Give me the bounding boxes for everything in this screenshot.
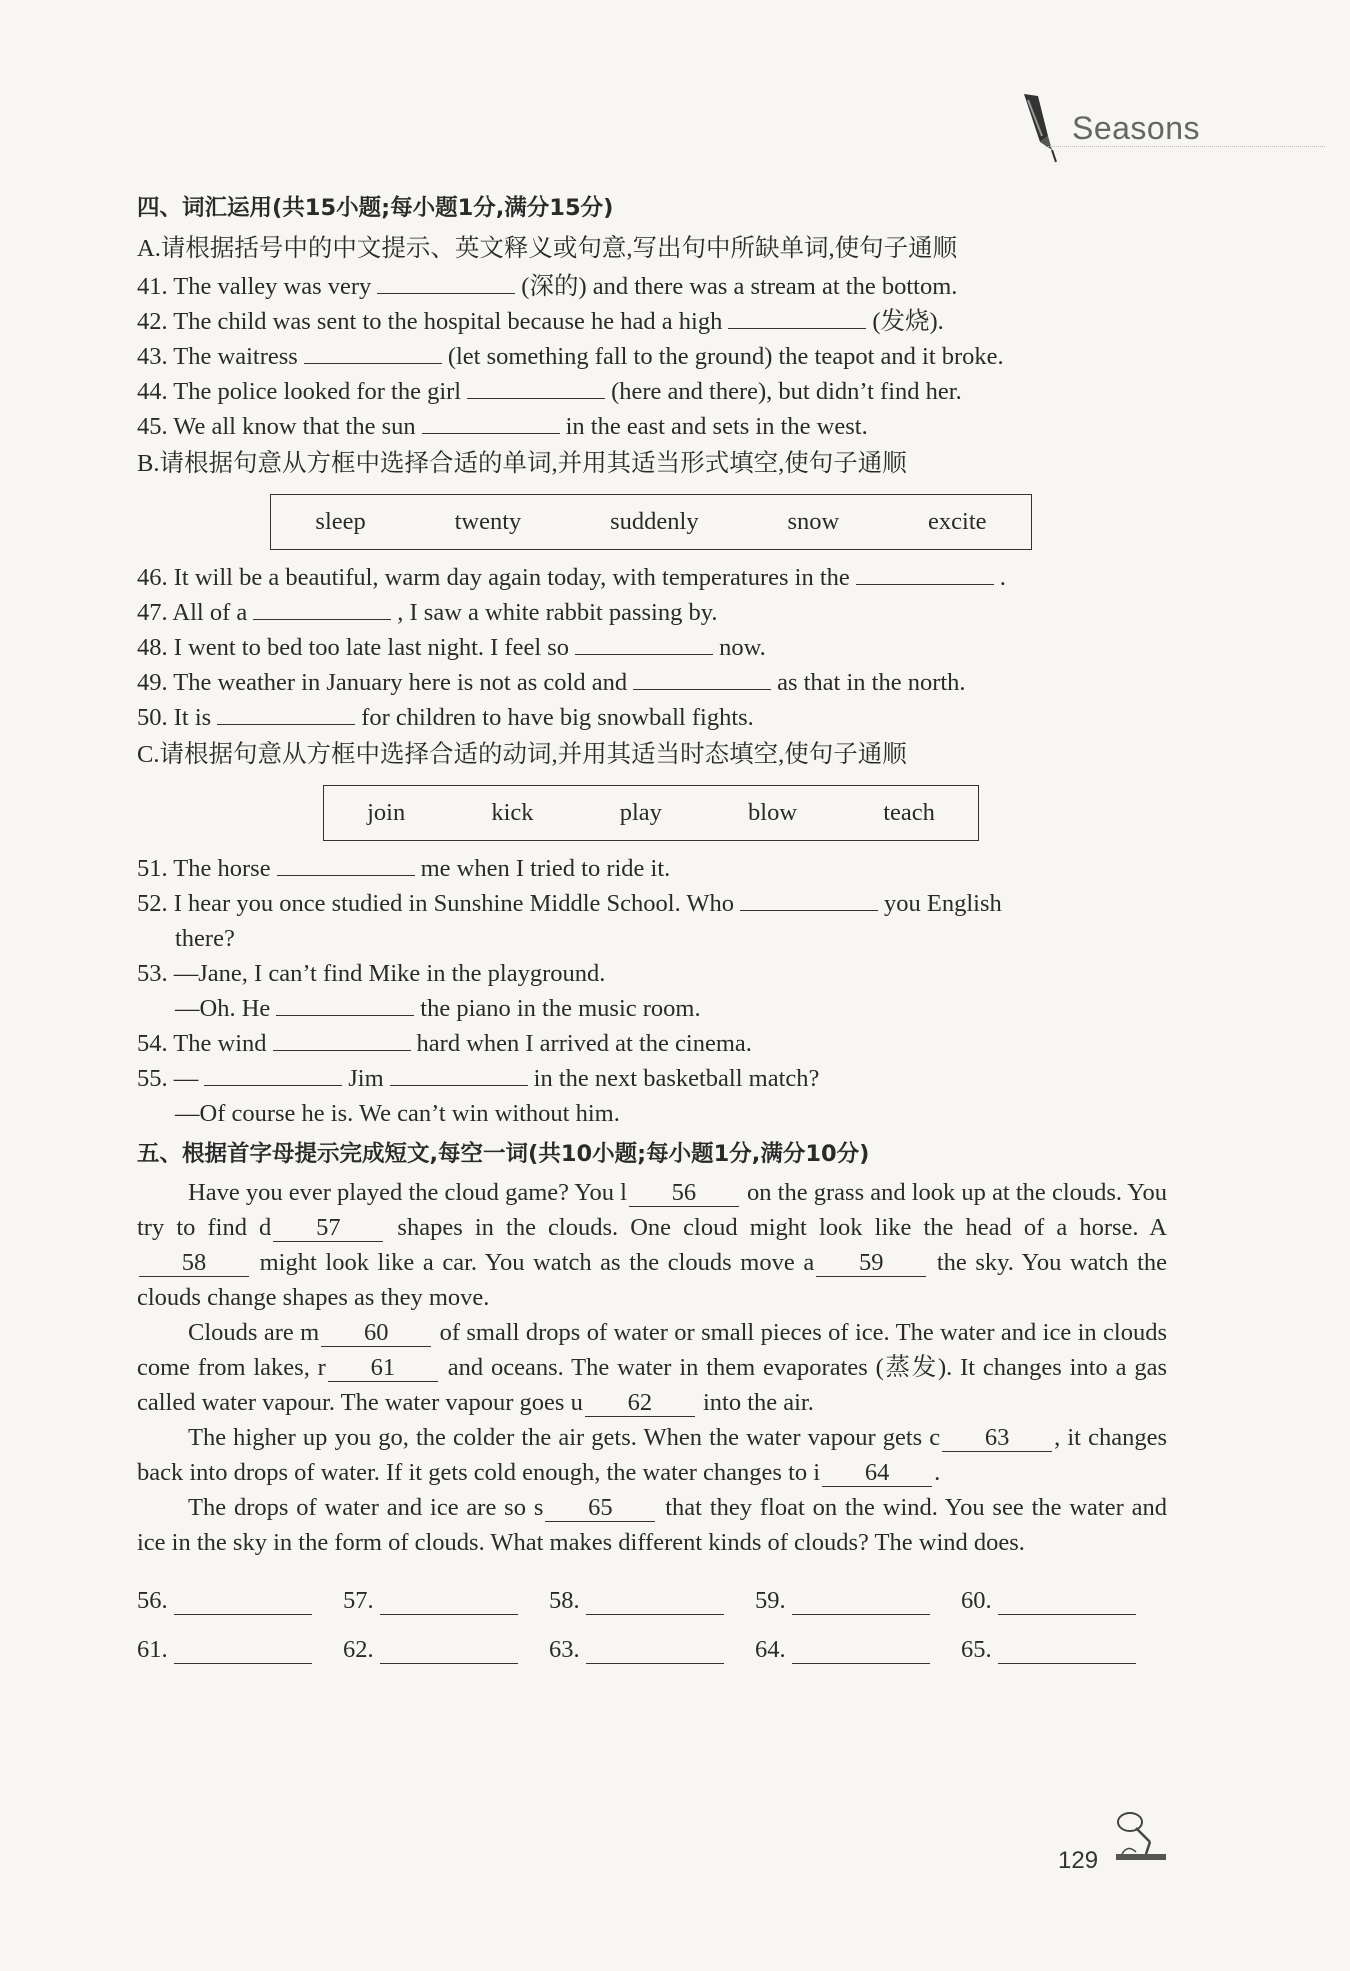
question-53: 53. —Jane, I can’t find Mike in the playground. bbox=[137, 960, 606, 987]
answer-blank[interactable] bbox=[856, 560, 994, 585]
answer-row bbox=[137, 1615, 1167, 1664]
passage-paragraph-2: Clouds are m 60 of small drops of water or small pieces of ice. The water and ice in clouds come from lakes, r 61 and oceans. The water in them evaporates (蒸发). It changes into a gas called water vapour. The water vapour goes u 62 into the air. bbox=[137, 1319, 1168, 1416]
answer-line[interactable] bbox=[998, 1639, 1136, 1664]
question-44: 44. The police looked for the girl (here and there), but didn’t find her. bbox=[137, 374, 1167, 409]
question-41: 41. The valley was very (深的) and there was a stream at the bottom. bbox=[137, 269, 1167, 304]
answer-blank[interactable] bbox=[728, 304, 866, 329]
header-divider bbox=[1045, 146, 1325, 147]
numbered-blank: 58 bbox=[139, 1249, 249, 1277]
word-option: kick bbox=[491, 799, 534, 826]
word-option: twenty bbox=[454, 508, 522, 535]
answer-row bbox=[137, 1566, 1167, 1615]
exercise-content bbox=[137, 187, 1167, 1664]
answer-blank[interactable] bbox=[277, 851, 415, 876]
answer-cell: 65. bbox=[961, 1636, 1167, 1664]
word-box-b bbox=[270, 494, 1032, 550]
answer-blank[interactable] bbox=[467, 374, 605, 399]
question-43: 43. The waitress (let something fall to the ground) the teapot and it broke. bbox=[137, 339, 1167, 374]
page-number: 129 bbox=[1058, 1847, 1099, 1874]
answer-line[interactable] bbox=[792, 1590, 930, 1615]
unit-title: Seasons bbox=[1071, 109, 1200, 146]
answer-line[interactable] bbox=[380, 1590, 518, 1615]
page-header bbox=[1018, 92, 1200, 164]
question-49: 49. The weather in January here is not as cold and as that in the north. bbox=[137, 665, 1167, 700]
question-48: 48. I went to bed too late last night. I feel so now. bbox=[137, 630, 1167, 665]
question-52-cont: there? bbox=[175, 925, 235, 952]
desk-lamp-icon bbox=[1112, 1808, 1170, 1862]
answer-cell: 62. bbox=[343, 1636, 549, 1664]
answer-blank[interactable] bbox=[204, 1061, 342, 1086]
question-47: 47. All of a , I saw a white rabbit passing by. bbox=[137, 595, 1167, 630]
numbered-blank: 63 bbox=[942, 1424, 1052, 1452]
question-55: 55. — Jim in the next basketball match? bbox=[137, 1061, 1167, 1096]
question-46: 46. It will be a beautiful, warm day again today, with temperatures in the . bbox=[137, 560, 1167, 595]
answer-blank[interactable] bbox=[253, 595, 391, 620]
word-option: suddenly bbox=[610, 508, 699, 535]
answer-blank[interactable] bbox=[217, 700, 355, 725]
word-option: sleep bbox=[315, 508, 366, 535]
answer-blank[interactable] bbox=[422, 409, 560, 434]
question-42: 42. The child was sent to the hospital because he had a high (发烧). bbox=[137, 304, 1167, 339]
answer-cell: 64. bbox=[755, 1636, 961, 1664]
answer-line[interactable] bbox=[998, 1590, 1136, 1615]
answer-cell: 57. bbox=[343, 1587, 549, 1615]
answer-cell: 58. bbox=[549, 1587, 755, 1615]
answer-blank[interactable] bbox=[273, 1026, 411, 1051]
word-option: blow bbox=[748, 799, 798, 826]
passage-paragraph-3: The higher up you go, the colder the air gets. When the water vapour gets c 63 , it changes back into drops of water. If it gets cold enough, the water changes to i 64 . bbox=[137, 1424, 1167, 1486]
question-45: 45. We all know that the sun in the east and sets in the west. bbox=[137, 409, 1167, 444]
partB-instruction: B.请根据句意从方框中选择合适的单词,并用其适当形式填空,使句子通顺 bbox=[137, 450, 907, 477]
question-55-reply: —Of course he is. We can’t win without him. bbox=[175, 1100, 620, 1127]
answer-blank[interactable] bbox=[575, 630, 713, 655]
answer-cell: 56. bbox=[137, 1587, 343, 1615]
word-option: join bbox=[367, 799, 406, 826]
question-53-reply: —Oh. He the piano in the music room. bbox=[137, 991, 1167, 1026]
word-option: excite bbox=[928, 508, 987, 535]
answer-blank[interactable] bbox=[304, 339, 442, 364]
answer-blank[interactable] bbox=[276, 991, 414, 1016]
passage-paragraph-1: Have you ever played the cloud game? You l 56 on the grass and look up at the clouds. You try to find d 57 shapes in the clouds. One cloud might look like the head of a horse. A58 might look like a car. You watch as the clouds move a 59 the sky. You watch the clouds change shapes as they move. bbox=[137, 1179, 1168, 1311]
answer-line[interactable] bbox=[586, 1639, 724, 1664]
question-52: 52. I hear you once studied in Sunshine Middle School. Who you English bbox=[137, 886, 1167, 921]
word-option: teach bbox=[883, 799, 935, 826]
section4-title: 四、词汇运用(共15小题;每小题1分,满分15分) bbox=[137, 195, 614, 221]
answer-blank[interactable] bbox=[377, 269, 515, 294]
section5-title: 五、根据首字母提示完成短文,每空一词(共10小题;每小题1分,满分10分) bbox=[137, 1141, 870, 1167]
question-50: 50. It is for children to have big snowball fights. bbox=[137, 700, 1167, 735]
answer-line[interactable] bbox=[174, 1590, 312, 1615]
word-option: play bbox=[619, 799, 662, 826]
numbered-blank: 62 bbox=[585, 1389, 695, 1417]
numbered-blank: 61 bbox=[328, 1354, 438, 1382]
numbered-blank: 64 bbox=[822, 1459, 932, 1487]
fountain-pen-icon bbox=[1018, 92, 1058, 164]
answer-line[interactable] bbox=[792, 1639, 930, 1664]
question-54: 54. The wind hard when I arrived at the cinema. bbox=[137, 1026, 1167, 1061]
answer-line[interactable] bbox=[174, 1639, 312, 1664]
partC-instruction: C.请根据句意从方框中选择合适的动词,并用其适当时态填空,使句子通顺 bbox=[137, 741, 907, 768]
answer-cell: 59. bbox=[755, 1587, 961, 1615]
numbered-blank: 60 bbox=[321, 1319, 431, 1347]
answer-blank[interactable] bbox=[633, 665, 771, 690]
answer-line[interactable] bbox=[380, 1639, 518, 1664]
answer-cell: 63. bbox=[549, 1636, 755, 1664]
answer-cell: 61. bbox=[137, 1636, 343, 1664]
answer-line[interactable] bbox=[586, 1590, 724, 1615]
word-box-c bbox=[323, 785, 979, 841]
answer-blank[interactable] bbox=[390, 1061, 528, 1086]
answer-cell: 60. bbox=[961, 1587, 1167, 1615]
answer-blank[interactable] bbox=[740, 886, 878, 911]
numbered-blank: 65 bbox=[545, 1494, 655, 1522]
passage-paragraph-4: The drops of water and ice are so s 65 that they float on the wind. You see the water and ice in the sky in the form of clouds. What makes different kinds of clouds? The wind does. bbox=[137, 1494, 1168, 1556]
word-option: snow bbox=[787, 508, 840, 535]
numbered-blank: 59 bbox=[816, 1249, 926, 1277]
numbered-blank: 57 bbox=[273, 1214, 383, 1242]
numbered-blank: 56 bbox=[629, 1179, 739, 1207]
partA-instruction: A.请根据括号中的中文提示、英文释义或句意,写出句中所缺单词,使句子通顺 bbox=[137, 235, 958, 262]
question-51: 51. The horse me when I tried to ride it. bbox=[137, 851, 1167, 886]
answer-grid bbox=[137, 1566, 1167, 1664]
